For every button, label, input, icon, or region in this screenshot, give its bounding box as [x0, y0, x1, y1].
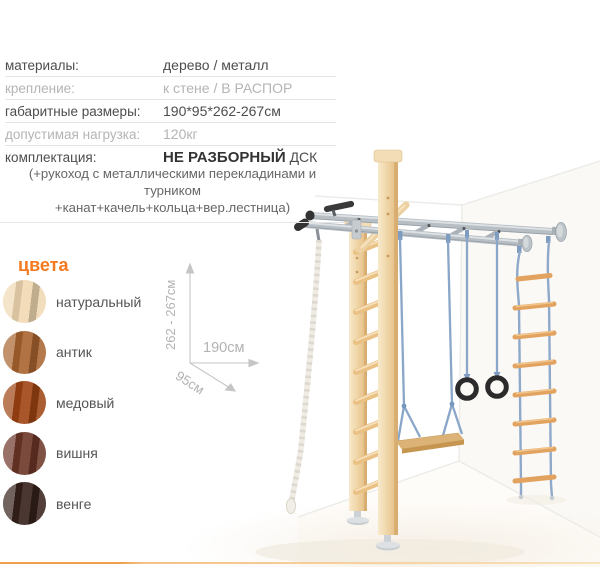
palette-item-natural — [3, 280, 141, 323]
dimension-depth-label: 95см — [172, 368, 208, 398]
spec-value: к стене / В РАСПОР — [163, 80, 293, 96]
palette-item-honey — [3, 381, 141, 424]
swatch-label: вишня — [56, 445, 98, 461]
spec-label: крепление: — [5, 80, 75, 96]
dimension-height-label: 262 - 267см — [163, 279, 178, 351]
spec-value: 120кг — [163, 126, 198, 142]
spec-value: дерево / металл — [163, 57, 269, 73]
color-swatch-antique[interactable] — [3, 331, 46, 374]
spec-label: габаритные размеры: — [5, 103, 141, 119]
package-note-line2: +канат+качель+кольца+вер.лестница) — [54, 200, 291, 215]
front-post — [374, 150, 402, 551]
swatch-label: медовый — [56, 394, 115, 411]
color-palette — [3, 280, 141, 533]
spec-label: допустимая нагрузка: — [5, 126, 141, 142]
color-swatch-natural[interactable] — [3, 280, 46, 323]
spec-value: 190*95*262-267см — [163, 103, 281, 119]
spec-value-rest: ДСК — [285, 148, 318, 165]
bottom-accent-rule — [0, 562, 600, 564]
spec-row-mounting — [5, 77, 336, 100]
swatch-label: венге — [56, 495, 92, 512]
color-swatch-wenge[interactable] — [3, 482, 46, 525]
swing — [396, 231, 464, 454]
dimension-width-label: 190см — [203, 340, 245, 356]
palette-item-wenge — [3, 482, 141, 525]
palette-item-antique — [3, 331, 141, 374]
climbing-rope — [286, 229, 319, 514]
palette-title: цвета — [18, 255, 69, 275]
package-note-line1: (+рукоход с металлическими перекладинами и турником — [28, 166, 317, 198]
spec-label: комплектация: — [5, 149, 97, 165]
color-swatch-honey[interactable] — [3, 381, 46, 424]
dimension-arrows — [187, 264, 259, 391]
swatch-label: натуральный — [56, 293, 142, 310]
spec-value-bold: НЕ РАЗБОРНЫЙ — [163, 148, 286, 166]
package-note — [0, 165, 345, 223]
spec-row-load — [5, 123, 336, 146]
palette-item-cherry — [3, 432, 141, 475]
color-swatch-cherry[interactable] — [3, 432, 46, 475]
spec-row-dimensions — [5, 100, 336, 123]
spec-value — [163, 149, 317, 166]
spec-table — [5, 54, 336, 168]
swatch-label: антик — [56, 344, 92, 360]
spec-row-materials — [5, 54, 336, 77]
ladder-shadow — [506, 495, 566, 505]
spec-label: материалы: — [5, 57, 79, 73]
